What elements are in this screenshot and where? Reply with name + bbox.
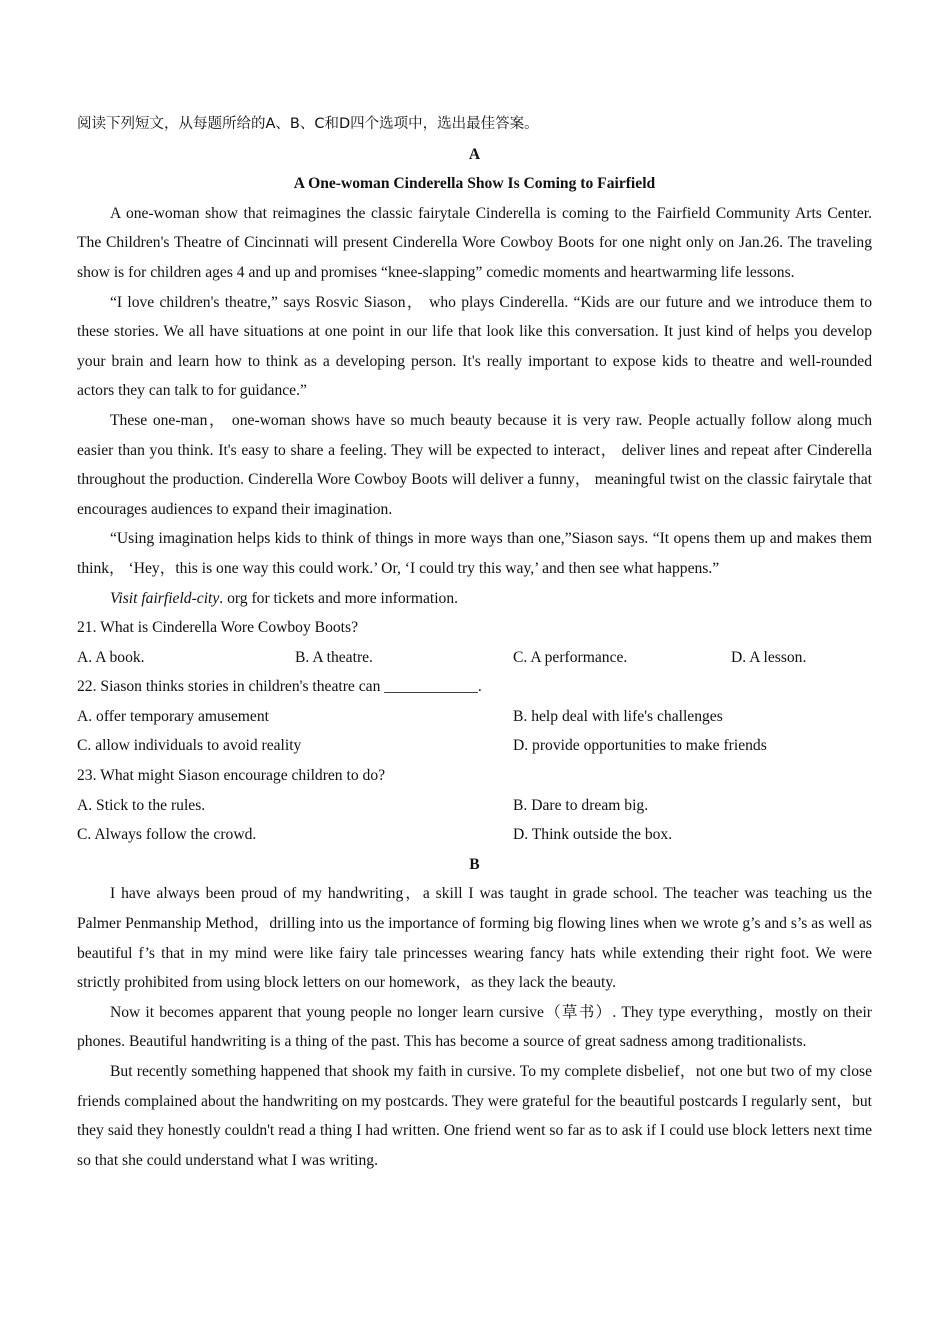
document-page (77, 110, 872, 1175)
option: C. allow individuals to avoid reality (77, 737, 302, 755)
visit-italic: Visit fairfield-city (110, 589, 220, 607)
question-stem: 23. What might Siason encourage children to do? (77, 767, 386, 785)
option: D. A lesson. (731, 648, 807, 666)
question-options (77, 791, 872, 850)
section-b-label: B (469, 855, 480, 873)
passage-a-paragraph: These one-man， one-woman shows have so much beauty because it is very raw. People actually follow along much easier than you think. It's easy to share a feeling. They will be expected to interact， deliver lines and repeat after Cinderella throughout the production. Cinderella Wore Cowboy Boots will deliver a funny， meaningful twist on the classic fairytale that encourages audiences to expand their imagination. (77, 411, 872, 518)
passage-a-paragraph: A one-woman show that reimagines the classic fairytale Cinderella is coming to the Fairfield Community Arts Center. The Children's Theatre of Cincinnati will present Cinderella Wore Cowboy Boots for one night only on Jan.26. The traveling show is for children ages 4 and up and promises “knee-slapping” comedic moments and heartwarming life lessons. (77, 204, 872, 281)
section-a-label: A (468, 145, 481, 163)
passage-a-paragraph: “Using imagination helps kids to think of things in more ways than one,”Siason says. “It opens them up and makes them think， ‘Hey，this is one way this could work.’ Or, ‘I could try this way,’ and then see what happens.” (77, 530, 872, 577)
question-options (77, 643, 872, 673)
option: B. help deal with life's challenges (513, 707, 723, 725)
option: A. offer temporary amusement (77, 707, 269, 725)
option: A. A book. (77, 648, 145, 666)
question-stem: 22. Siason thinks stories in children's theatre can ____________. (77, 678, 482, 696)
passage-b-paragraph: I have always been proud of my handwriting，a skill I was taught in grade school. The teacher was teaching us the Palmer Penmanship Method，drilling into us the importance of forming big flowing lines when we wrote g’s and s’s as well as beautiful f’s that in my mind were like fairy tale princesses wearing fancy hats while extending their right foot. We were strictly prohibited from using block letters on our homework，as they lack the beauty. (77, 885, 872, 992)
visit-rest: . org for tickets and more information. (219, 589, 459, 607)
passage-a-title: A One-woman Cinderella Show Is Coming to Fairfield (293, 175, 656, 193)
question-stem: 21. What is Cinderella Wore Cowboy Boots? (77, 619, 358, 637)
option: D. provide opportunities to make friends (513, 737, 767, 755)
passage-b-paragraph: But recently something happened that shook my faith in cursive. To my complete disbelief，not one but two of my close friends complained about the handwriting on my postcards. They were grateful for the beautiful postcards I regularly sent，but they said they honestly couldn't read a thing I had written. One friend went so far as to ask if I could use block letters next time so that she could understand what I was writing. (77, 1063, 872, 1169)
visit-line (77, 584, 872, 614)
passage-b-paragraph: Now it becomes apparent that young people no longer learn cursive（草书）. They type everything，mostly on their phones. Beautiful handwriting is a thing of the past. This has become a source of great sadness among traditionalists. (77, 1003, 872, 1051)
option: B. A theatre. (295, 648, 373, 666)
instruction: 阅读下列短文，从每题所给的A、B、C和D四个选项中，选出最佳答案。 (77, 116, 539, 132)
question-options (77, 702, 872, 761)
option: C. A performance. (513, 648, 628, 666)
passage-a-paragraph: “I love children's theatre,” says Rosvic Siason， who plays Cinderella. “Kids are our future and we introduce them to these stories. We all have situations at one point in our life that look like this conversation. It just kind of helps you develop your brain and learn how to think as a developing person. It's really important to expose kids to theatre and well-rounded actors they can talk to for guidance.” (77, 293, 872, 400)
option: C. Always follow the crowd. (77, 826, 257, 844)
option: A. Stick to the rules. (77, 796, 206, 814)
option: D. Think outside the box. (513, 826, 673, 844)
option: B. Dare to dream big. (513, 796, 649, 814)
